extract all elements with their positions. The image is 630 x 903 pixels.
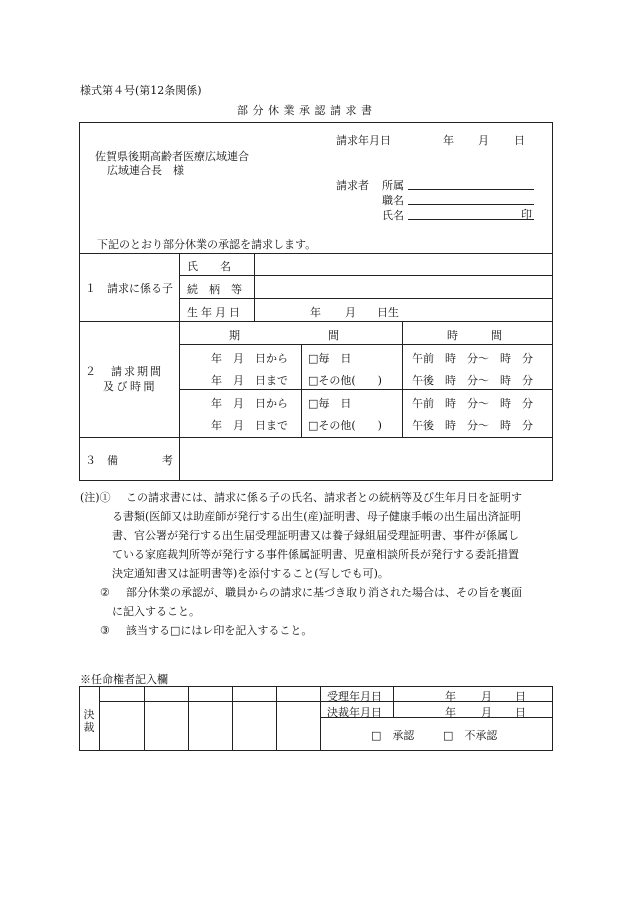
affiliation-field[interactable]	[408, 189, 534, 190]
request-text: 下記のとおり部分休業の承認を請求します。	[97, 238, 317, 251]
page-title: 部分休業承認請求書	[237, 104, 377, 117]
child-name-field[interactable]	[258, 255, 550, 274]
period2-from: 年 月 日から	[211, 397, 288, 410]
stamp-cell-5[interactable]	[277, 702, 319, 749]
position-label: 職名	[382, 194, 404, 207]
section2-label-line1: ２ 請求期間	[85, 365, 163, 378]
child-name-label: 氏 名	[187, 260, 231, 273]
period2-daily-checkbox[interactable]: □毎 日	[308, 397, 352, 410]
time-header: 時 間	[447, 329, 502, 342]
time2-am: 午前 時 分～ 時 分	[412, 397, 533, 410]
note1-line4: ている家庭裁判所等が発行する事件係属証明書、児童相談所長が発行する委託措置	[112, 548, 519, 561]
note1-marker: (注)①	[80, 491, 111, 504]
reject-checkbox[interactable]: □ 不承認	[443, 729, 498, 742]
note2-marker: ②	[100, 586, 110, 599]
form-number: 様式第４号(第12条関係)	[80, 84, 202, 97]
remarks-field[interactable]	[183, 440, 549, 478]
birth-day-suffix: 日生	[377, 306, 399, 319]
time1-pm: 午後 時 分～ 時 分	[412, 374, 533, 387]
period1-from: 年 月 日から	[211, 352, 288, 365]
note1-line5: 決定通知書又は証明書等)を添付すること(写しでも可)。	[112, 567, 389, 580]
approve-checkbox[interactable]: □ 承認	[371, 729, 415, 742]
birthdate-label: 生年月日	[187, 306, 243, 319]
period2-other-checkbox[interactable]: □その他( )	[308, 419, 382, 432]
addressee-title: 広域連合長 様	[107, 164, 184, 177]
note3-marker: ③	[100, 624, 110, 637]
addressee-org: 佐賀県後期高齢者医療広域連合	[95, 150, 249, 163]
stamp-cell-4[interactable]	[233, 702, 275, 749]
request-date-year: 年	[443, 134, 454, 147]
note1-line3: 書、官公署が発行する出生届受理証明書又は養子縁組届受理証明書、事件が係属し	[112, 529, 519, 542]
note1-line1: この請求書には、請求に係る子の氏名、請求者との続柄等及び生年月日を証明す	[126, 491, 522, 504]
decided-date-label: 決裁年月日	[327, 706, 382, 719]
birth-year: 年	[310, 306, 321, 319]
section3-label: ３ 備 考	[85, 454, 173, 467]
authority-title: ※任命権者記入欄	[80, 673, 168, 686]
received-year: 年	[445, 690, 456, 703]
period-header: 期 間	[229, 329, 339, 342]
note3-line: 該当する□にはレ印を記入すること。	[126, 624, 313, 637]
time2-pm: 午後 時 分～ 時 分	[412, 419, 533, 432]
decided-month: 月	[481, 706, 492, 719]
period2-to: 年 月 日まで	[211, 419, 288, 432]
decided-day: 日	[515, 706, 526, 719]
note1-line2: る書類(医師又は助産師が発行する出生(産)証明書、母子健康手帳の出生届出済証明	[112, 510, 521, 523]
position-field[interactable]	[408, 204, 534, 205]
time1-am: 午前 時 分～ 時 分	[412, 352, 533, 365]
name-field[interactable]	[408, 219, 534, 220]
note2-line2: に記入すること。	[112, 605, 200, 618]
requester-label: 請求者	[336, 179, 369, 192]
stamp-cell-1[interactable]	[100, 702, 143, 749]
period1-to: 年 月 日まで	[211, 374, 288, 387]
received-day: 日	[515, 690, 526, 703]
received-month: 月	[481, 690, 492, 703]
decided-year: 年	[445, 706, 456, 719]
request-date-label: 請求年月日	[336, 134, 391, 147]
received-date-label: 受理年月日	[327, 690, 382, 703]
affiliation-label: 所属	[382, 179, 404, 192]
request-date-month: 月	[478, 134, 489, 147]
name-label: 氏名	[382, 209, 404, 222]
stamp-cell-2[interactable]	[145, 702, 187, 749]
period1-other-checkbox[interactable]: □その他( )	[308, 374, 382, 387]
section2-label-line2: 及び時間	[103, 380, 157, 393]
seal-mark: 印	[521, 208, 532, 221]
request-date-day: 日	[514, 134, 525, 147]
section1-label: １ 請求に係る子	[85, 282, 173, 295]
relation-label: 続 柄 等	[187, 283, 242, 296]
decision-label: 決裁	[83, 708, 95, 734]
birth-month: 月	[345, 306, 356, 319]
relation-field[interactable]	[258, 278, 550, 297]
period1-daily-checkbox[interactable]: □毎 日	[308, 352, 352, 365]
stamp-cell-3[interactable]	[189, 702, 231, 749]
note2-line1: 部分休業の承認が、職員からの請求に基づき取り消された場合は、その旨を裏面	[126, 586, 522, 599]
